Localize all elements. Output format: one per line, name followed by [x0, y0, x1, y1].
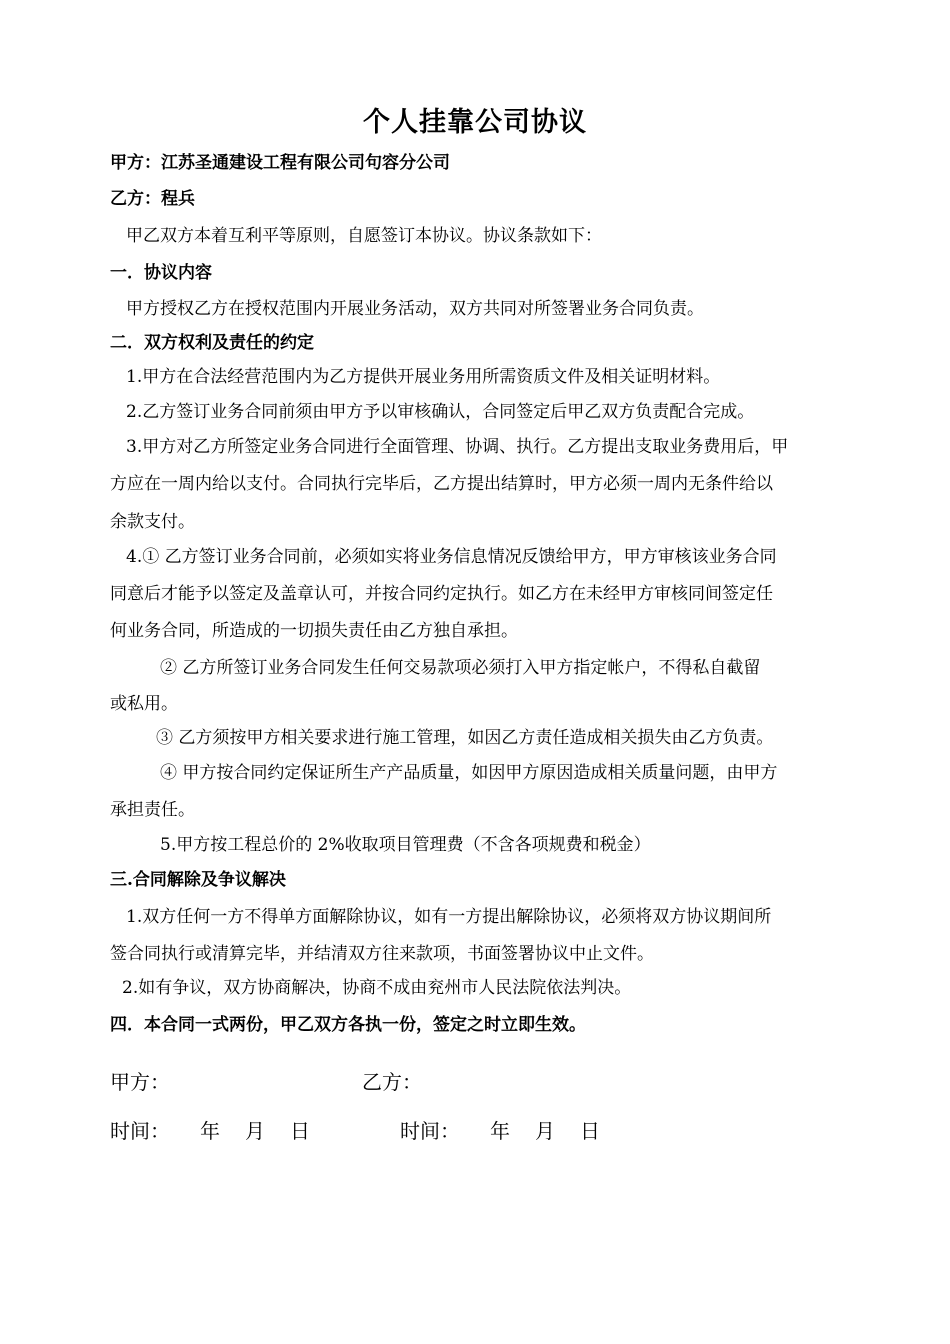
clause-2-4-4-line2: 承担责任。 [110, 800, 195, 820]
section-2-heading: 二．双方权利及责任的约定 [110, 333, 314, 353]
party-b: 乙方：程兵 [110, 189, 195, 209]
time-b-month: 月 [535, 1119, 555, 1143]
section-1-text: 甲方授权乙方在授权范围内开展业务活动，双方共同对所签署业务合同负责。 [126, 299, 704, 319]
document-title: 个人挂靠公司协议 [363, 107, 587, 138]
time-party-a-label: 时间： [110, 1119, 170, 1143]
party-a: 甲方：江苏圣通建设工程有限公司句容分公司 [110, 153, 450, 173]
clause-2-4-4-line1: ④ 甲方按合同约定保证所生产产品质量，如因甲方原因造成相关质量问题，由甲方 [160, 763, 778, 783]
intro-text: 甲乙双方本着互利平等原则，自愿签订本协议。协议条款如下： [126, 226, 602, 246]
section-4-heading: 四．本合同一式两份，甲乙双方各执一份，签定之时立即生效。 [110, 1015, 586, 1035]
clause-2-4-3: ③ 乙方须按甲方相关要求进行施工管理，如因乙方责任造成相关损失由乙方负责。 [156, 728, 774, 748]
time-a-month: 月 [245, 1119, 265, 1143]
time-a-year: 年 [200, 1119, 220, 1143]
section-3-heading: 三.合同解除及争议解决 [110, 870, 286, 890]
clause-2-5: 5.甲方按工程总价的 2%收取项目管理费（不含各项规费和税金） [160, 835, 651, 855]
time-b-day: 日 [580, 1119, 600, 1143]
clause-2-3-line3: 余款支付。 [110, 512, 195, 532]
clause-2-3-line1: 3.甲方对乙方所签定业务合同进行全面管理、协调、执行。乙方提出支取业务费用后，甲 [126, 437, 789, 457]
time-a-day: 日 [290, 1119, 310, 1143]
section-1-heading: 一．协议内容 [110, 263, 212, 283]
signature-party-b-label: 乙方： [362, 1070, 422, 1094]
time-b-year: 年 [490, 1119, 510, 1143]
clause-2-4-2-line2: 或私用。 [110, 694, 178, 714]
time-party-b-label: 时间： [400, 1119, 460, 1143]
clause-2-4-1-line2: 同意后才能予以签定及盖章认可，并按合同约定执行。如乙方在未经甲方审核同间签定任 [110, 584, 773, 604]
clause-2-4-1-line1: 4.① 乙方签订业务合同前，必须如实将业务信息情况反馈给甲方，甲方审核该业务合同 [126, 547, 777, 567]
clause-2-1: 1.甲方在合法经营范围内为乙方提供开展业务用所需资质文件及相关证明材料。 [126, 367, 721, 387]
clause-2-2: 2.乙方签订业务合同前须由甲方予以审核确认，合同签定后甲乙双方负责配合完成。 [126, 402, 755, 422]
clause-2-4-1-line3: 何业务合同，所造成的一切损失责任由乙方独自承担。 [110, 621, 518, 641]
signature-party-a-label: 甲方： [110, 1070, 170, 1094]
clause-3-1-line2: 签合同执行或清算完毕，并结清双方往来款项，书面签署协议中止文件。 [110, 944, 654, 964]
clause-2-3-line2: 方应在一周内给以支付。合同执行完毕后，乙方提出结算时，甲方必须一周内无条件给以 [110, 474, 773, 494]
clause-2-4-2-line1: ② 乙方所签订业务合同发生任何交易款项必须打入甲方指定帐户，不得私自截留 [160, 658, 761, 678]
clause-3-2: 2.如有争议，双方协商解决，协商不成由兖州市人民法院依法判决。 [122, 978, 632, 998]
clause-3-1-line1: 1.双方任何一方不得单方面解除协议，如有一方提出解除协议，必须将双方协议期间所 [126, 907, 772, 927]
